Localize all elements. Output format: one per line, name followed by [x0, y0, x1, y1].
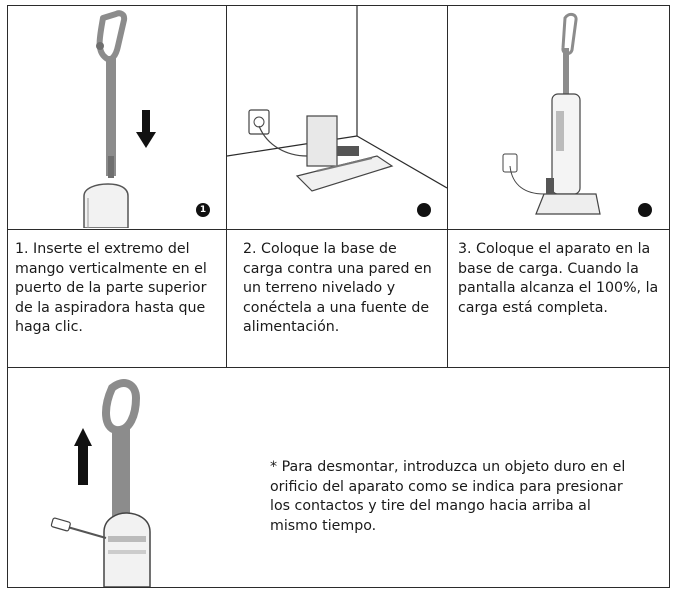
arrow-down-icon: [136, 110, 156, 150]
arrow-up-icon: [74, 428, 92, 485]
power-outlet-icon: [249, 110, 269, 134]
pin-tool-icon: [51, 518, 106, 538]
step-3-badge: [638, 203, 652, 217]
disassembly-illustration: [8, 368, 258, 587]
step-1-text: 1. Inserte el extremo del mango verticalmente en el puerto de la parte superior de la aspiradora hasta que haga clic.: [15, 241, 207, 336]
divider-row-1: [7, 229, 670, 230]
step-1-illustration: [8, 6, 226, 228]
step-2-text: 2. Coloque la base de carga contra una pared en un terreno nivelado y conéctela a una fuente de alimentación.: [243, 241, 432, 336]
step-3-illustration: [448, 6, 669, 228]
step-3-text: 3. Coloque el aparato en la base de carga. Cuando la pantalla alcanza el 100%, la carga está completa.: [458, 241, 659, 316]
disassembly-note: * Para desmontar, introduzca un objeto duro en el orificio del aparato como se indica para presionar los contactos y tire del mango hacia arriba al mismo tiempo.: [270, 459, 626, 534]
step-1-badge: 1: [196, 203, 210, 217]
step-2-illustration: [227, 6, 447, 228]
step-2-badge: [417, 203, 431, 217]
